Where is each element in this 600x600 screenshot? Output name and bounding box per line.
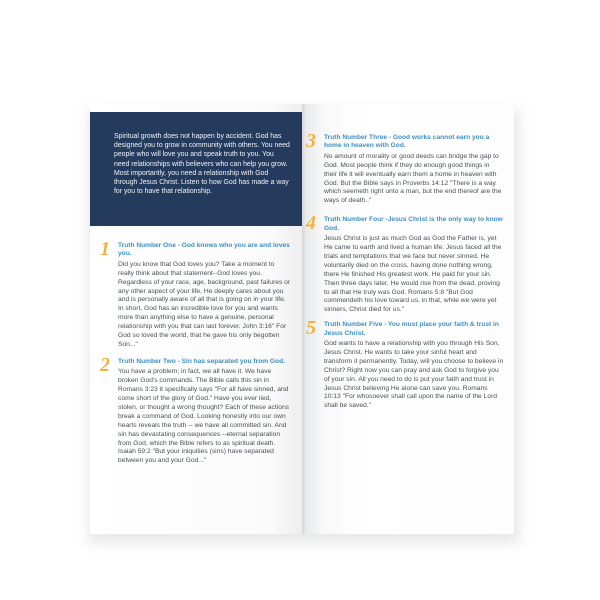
truth-body: No amount of morality or good deeds can bridge the gap to God. Most people think if they do enough good things in their life it will eventually earn them a home in heaven with God. But the Bible says in Proverbs 14:12 "There is a way which seemeth right unto a man, but the end thereof are the ways of death.." — [324, 152, 502, 205]
truth-item — [306, 317, 504, 411]
truth-heading: Truth Number One - God knows who you are and loves you. — [118, 242, 290, 258]
truth-heading: Truth Number Two - Sin has separated you from God. — [118, 357, 285, 365]
truth-number: 4 — [306, 212, 316, 235]
truth-body: God wants to have a relationship with you through His Son, Jesus Christ. He wants to take your sinful heart and transform it permanently. Today, will you choose to believe in Christ? Right now you can pray and ask God to forgive you of your sin. All you need to do is put your faith and trust in Jesus Christ believing He alone can save you. Romans 10:13 "For whosoever shall call upon the name of the Lord shall be saved." — [324, 340, 504, 410]
truth-heading: Truth Number Four -Jesus Christ is the only way to know God. — [324, 216, 503, 232]
truth-item — [100, 238, 292, 350]
truth-heading: Truth Number Three - Good works cannot earn you a home in heaven with God. — [324, 134, 490, 150]
truth-body: Did you know that God loves you? Take a moment to really think about that statement--God loves you. Regardless of your race, age, background, past failures or any other aspect of your life, He deeply cares about you and is personally aware of all that is going on in your life. In short, God has an incredible love for you and wants more than anything else to have a genuine, personal relationship with you that can last forever. John 3:16" For God so loved the world, that he gave his only begotten Son..." — [118, 260, 291, 348]
truth-item — [306, 130, 504, 206]
truth-item — [100, 353, 292, 466]
truth-heading: Truth Number Five - You must place your faith & trust in Jesus Christ. — [324, 321, 499, 337]
intro-box: Spiritual growth does not happen by accident. God has designed you to grow in community with others. You need people who will love you and speak truth to you. You need relationships with believers who can help you grow. Most importantly, you need a relationship with God through Jesus Christ. Listen to how God has made a way for you to have that relationship. — [90, 112, 302, 226]
center-fold — [302, 104, 306, 534]
truth-number: 5 — [306, 317, 316, 340]
left-panel — [90, 104, 302, 534]
right-panel — [302, 104, 514, 534]
truth-number: 1 — [100, 238, 110, 260]
truth-number: 2 — [100, 353, 110, 376]
truth-body: You have a problem; in fact, we all have it. We have broken God's commands. The Bible calls this sin in Romans 3:23 it specifically says "For all have sinned, and come short of the glory of God." Have you ever lied, stolen, or thought a wrong thought? Each of these actions break a command of God. Looking honestly into our own hearts reveals the truth -- we have all committed sin. And sin has devastating consequences --eternal separation from God, which the Bible refers to as spiritual death. Isaiah 59:2 "But your iniquities (sins) have separated between you and your God..." — [118, 368, 290, 465]
truth-number: 3 — [306, 130, 316, 152]
truth-item — [306, 212, 504, 315]
truth-body: Jesus Christ is just as much God as God the Father is, yet He came to earth and lived a human life. Jesus faced all the trials and temptations that we face but never sinned. He voluntarily died on the cross, having done nothing wrong, there He finished His greatest work. He paid for your sin. Then three days later, He would rise from the dead, proving to all that He truly was God. Romans 5:8 "But God commendeth his love toward us, in that, while we were yet sinners, Christ died for us." — [324, 235, 502, 314]
